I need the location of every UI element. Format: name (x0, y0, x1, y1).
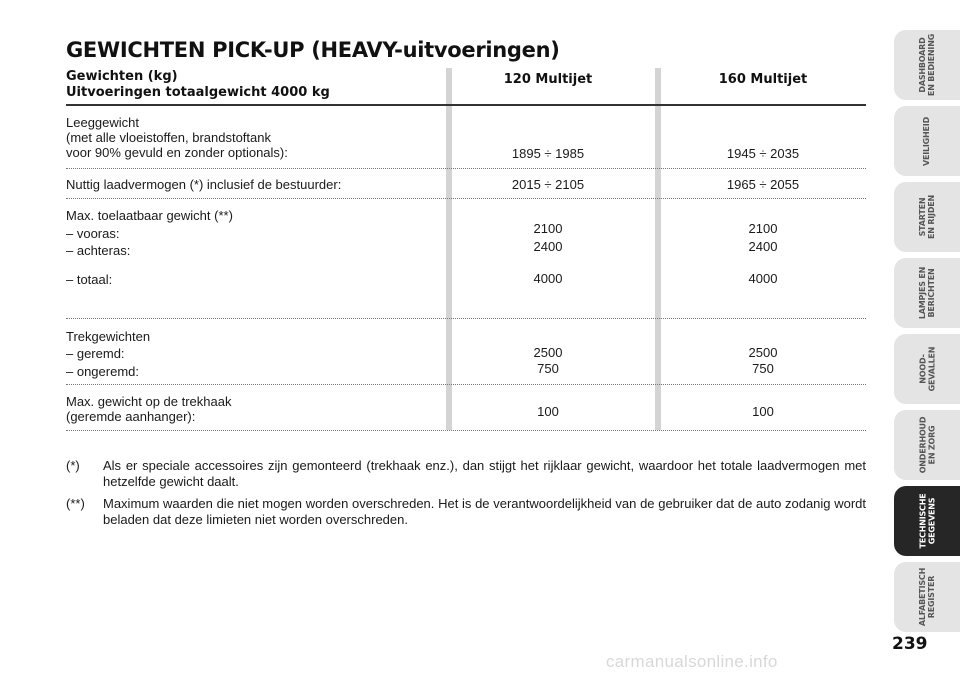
row-divider (66, 318, 866, 319)
row-label-max: Max. toelaatbaar gewicht (**) (66, 208, 233, 223)
tab-onderhoud[interactable] (894, 410, 960, 480)
label-line: (met alle vloeistoffen, brandstoftank (66, 130, 271, 145)
row-label-trek: Trekgewichten (66, 329, 151, 344)
tab-label: VEILIGHEID (922, 116, 932, 166)
label-line: Leeggewicht (66, 115, 139, 130)
label-line: Max. gewicht op de trekhaak (66, 394, 232, 409)
value-leeggewicht-160: 1945 ÷ 2035 (726, 146, 800, 161)
value-totaal-120: 4000 (533, 271, 563, 286)
value-trekhaak-120: 100 (537, 404, 559, 419)
tab-label: ONDERHOUD EN ZORG (917, 416, 936, 474)
label-line: (geremde aanhanger): (66, 409, 196, 424)
tab-noodgevallen[interactable] (894, 334, 960, 404)
page-number: 239 (892, 634, 928, 654)
label-line: voor 90% gevuld en zonder optionals): (66, 145, 288, 160)
footnote (66, 458, 866, 490)
value-geremd-160: 2500 (748, 345, 778, 360)
row-label-ongeremd: – ongeremd: (66, 364, 139, 379)
value-vooras-160: 2100 (748, 221, 778, 236)
watermark: carmanualsonline.info (606, 652, 778, 671)
column-band-2 (655, 68, 661, 430)
value-leeggewicht-120: 1895 ÷ 1985 (511, 146, 585, 161)
page-title: GEWICHTEN PICK-UP (HEAVY-uitvoeringen) (66, 38, 560, 63)
row-divider (66, 198, 866, 199)
value-ongeremd-160: 750 (752, 361, 774, 376)
header-weights-label: Gewichten (kg) (66, 69, 178, 84)
table-header-left (66, 69, 330, 101)
row-label-trekhaak (66, 394, 231, 424)
row-label-nuttig: Nuttig laadvermogen (*) inclusief de bestuurder: (66, 177, 342, 192)
value-nuttig-160: 1965 ÷ 2055 (726, 177, 800, 192)
tab-label: ALFABETISCH REGISTER (918, 567, 936, 627)
row-label-achteras: – achteras: (66, 243, 131, 258)
tab-alfabetisch-register[interactable] (894, 562, 960, 632)
value-achteras-120: 2400 (533, 239, 563, 254)
header-rule (66, 104, 866, 106)
tab-starten[interactable] (894, 182, 960, 252)
row-divider (66, 168, 866, 169)
row-label-geremd: – geremd: (66, 346, 125, 361)
tab-label: LAMPJES EN BERICHTEN (917, 266, 936, 320)
tab-label: STARTEN EN RIJDEN (918, 194, 936, 240)
value-achteras-160: 2400 (748, 239, 778, 254)
value-geremd-120: 2500 (533, 345, 563, 360)
row-divider (66, 430, 866, 431)
row-label-vooras: – vooras: (66, 226, 120, 241)
value-trekhaak-160: 100 (752, 404, 774, 419)
footnotes (66, 458, 866, 534)
footnote-mark: (*) (66, 458, 80, 473)
tab-dashboard[interactable] (894, 30, 960, 100)
value-vooras-120: 2100 (533, 221, 563, 236)
tab-label: NOOD- GEVALLEN (917, 346, 936, 392)
tab-lampjes[interactable] (894, 258, 960, 328)
value-ongeremd-120: 750 (537, 361, 559, 376)
row-divider (66, 384, 866, 385)
value-nuttig-120: 2015 ÷ 2105 (511, 177, 585, 192)
value-totaal-160: 4000 (748, 271, 778, 286)
tab-technische-gegevens[interactable] (894, 486, 960, 556)
column-header-120: 120 Multijet (503, 72, 593, 87)
column-header-160: 160 Multijet (718, 72, 808, 87)
row-label-totaal: – totaal: (66, 272, 113, 287)
tab-label: DASHBOARD EN BEDIENING (918, 33, 936, 97)
footnote-text: Maximum waarden die niet mogen worden overschreden. Het is de verantwoordelijkheid van de gebruiker dat de auto zodanig wordt beladen dat deze limieten niet worden overschreden. (103, 496, 866, 527)
footnote-text: Als er speciale accessoires zijn gemonteerd (trekhaak enz.), dan stijgt het rijklaar gewicht, waardoor het totale laadvermogen met hetzelfde gewicht daalt. (103, 458, 866, 489)
footnote-mark: (**) (66, 496, 85, 511)
tab-veiligheid[interactable] (894, 106, 960, 176)
footnote (66, 496, 866, 528)
row-label-leeggewicht (66, 115, 288, 160)
header-versions-label: Uitvoeringen totaalgewicht 4000 kg (66, 85, 330, 100)
tab-label: TECHNISCHE GEGEVENS (918, 493, 936, 549)
